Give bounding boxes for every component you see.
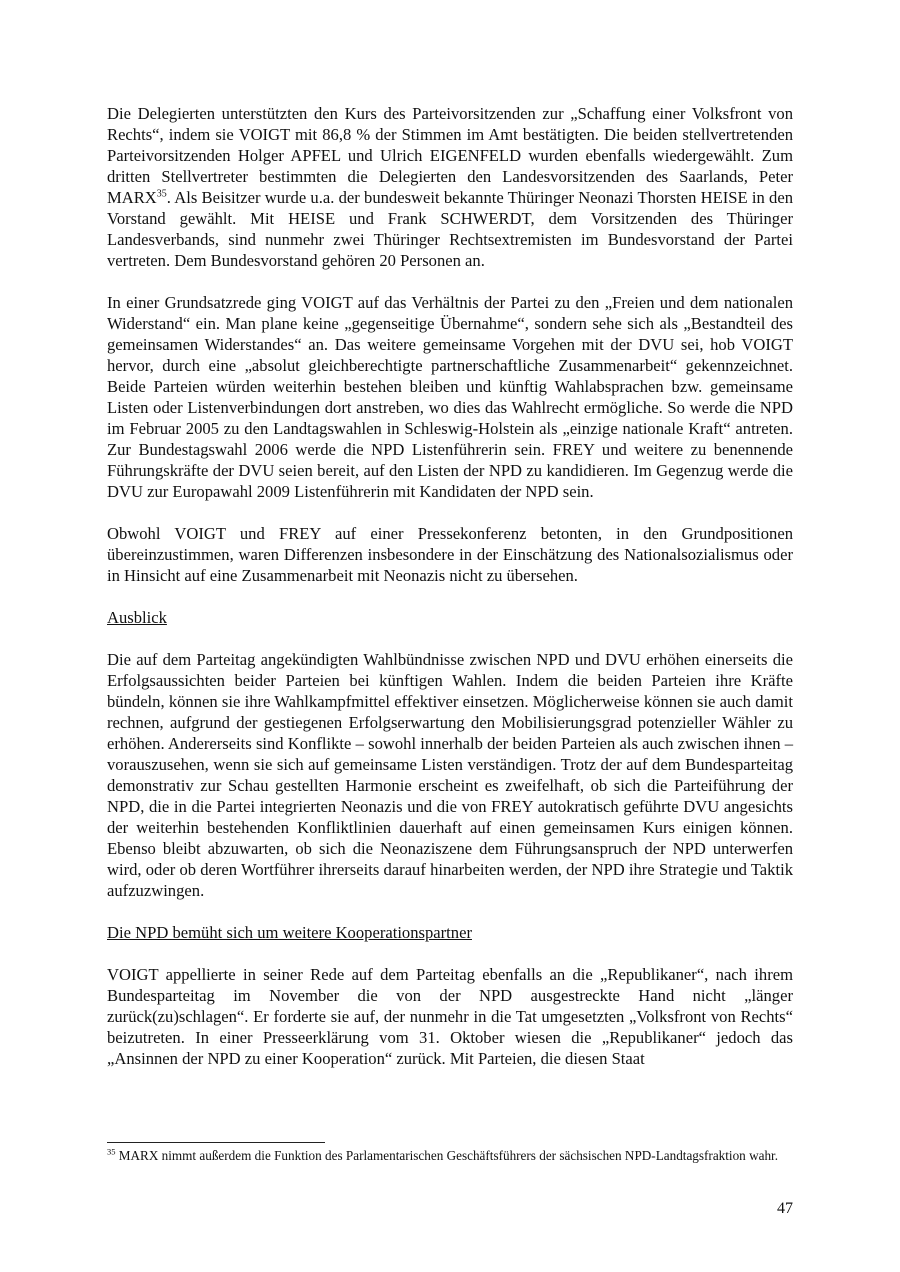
document-body [107,103,793,1090]
paragraph-text: Die Delegierten unterstützten den Kurs des Parteivorsitzenden zur „Schaffung einer Volksfront von Rechts“, indem sie VOIGT mit 86,8 % der Stimmen im Amt bestätigten. Die beiden stellvertretenden Parteivorsitzenden Holger APFEL und Ulrich EIGENFELD wurden ebenfalls wiedergewählt. Zum dritten Stellvertreter bestimmten die Delegierten den Landesvorsitzenden des Saarlands, Peter MARX [107,104,793,207]
page-number: 47 [777,1200,793,1217]
paragraph-keynote: In einer Grundsatzrede ging VOIGT auf das Verhältnis der Partei zu den „Freien und dem nationalen Widerstand“ ein. Man plane keine „gegenseitige Übernahme“, sondern sehe sich als „Bestandteil des gemeinsamen Widerstandes“ an. Das weitere gemeinsame Vorgehen mit der DVU sei, hob VOIGT hervor, durch eine „absolut gleichberechtigte partnerschaftliche Zusammenarbeit“ gekennzeichnet. Beide Parteien würden weiterhin bestehen bleiben und künftig Wahlabsprachen bzw. gemeinsame Listen oder Listenverbindungen dort anstreben, wo dies das Wahlrecht ermögliche. So werde die NPD im Februar 2005 zu den Landtagswahlen in Schleswig-Holstein als „einzige nationale Kraft“ antreten. Zur Bundestagswahl 2006 werde die NPD Listenführerin sein. FREY und weitere zu benennende Führungskräfte der DVU seien bereit, auf den Listen der NPD zu kandidieren. Im Gegenzug werde die DVU zur Europawahl 2009 Listenführerin mit Kandidaten der NPD sein. [107,293,793,501]
paragraph-text: . Als Beisitzer wurde u.a. der bundesweit bekannte Thüringer Neonazi Thorsten HEISE in den Vorstand gewählt. Mit HEISE und Frank SCHWERDT, dem Vorsitzenden des Thüringer Landesverbands, sind nunmehr zwei Thüringer Rechtsextremisten im Bundesvorstand der Partei vertreten. Dem Bundesvorstand gehören 20 Personen an. [107,188,793,270]
paragraph-delegates [107,103,793,271]
paragraph-republikaner: VOIGT appellierte in seiner Rede auf dem Parteitag ebenfalls an die „Republikaner“, nach ihrem Bundesparteitag im November die von der NPD ausgestreckte Hand nicht „länger zurück(zu)schlagen“. Er forderte sie auf, der nunmehr in die Tat umgesetzten „Volksfront von Rechts“ beizutreten. In einer Presseerklärung vom 31. Oktober wiesen die „Republikaner“ jedoch das „Ansinnen der NPD zu einer Kooperation“ zurück. Mit Parteien, die diesen Staat [107,965,793,1068]
footnote-text: MARX nimmt außerdem die Funktion des Parlamentarischen Geschäftsführers der sächsischen NPD-Landtagsfraktion wahr. [115,1148,779,1163]
paragraph-outlook: Die auf dem Parteitag angekündigten Wahlbündnisse zwischen NPD und DVU erhöhen einerseits die Erfolgsaussichten beider Parteien bei künftigen Wahlen. Indem die beiden Parteien ihre Kräfte bündeln, können sie ihre Wahlkampfmittel effektiver einsetzen. Möglicherweise können sie auch damit rechnen, aufgrund der gestiegenen Erfolgserwartung den Mobilisierungsgrad potenzieller Wähler zu erhöhen. Andererseits sind Konflikte – sowohl innerhalb der beiden Parteien als auch zwischen ihnen – vorauszusehen, wenn sie sich auf gemeinsame Listen verständigen. Trotz der auf dem Bundesparteitag demonstrativ zur Schau gestellten Harmonie erscheint es zweifelhaft, ob sich die Parteiführung der NPD, die in die Partei integrierten Neonazis und die von FREY autokratisch geführte DVU angesichts der weiterhin bestehenden Konfliktlinien dauerhaft auf einen gemeinsamen Kurs einigen können. Ebenso bleibt abzuwarten, ob sich die Neonaziszene dem Führungsanspruch der NPD unterwerfen wird, oder ob deren Wortführer ihrerseits darauf hinarbeiten werden, der NPD ihre Strategie und Taktik aufzuzwingen. [107,650,793,900]
footnote-divider [107,1142,325,1143]
footnote [107,1147,793,1164]
footnote-number: 35 [107,1146,116,1157]
section-heading-cooperation: Die NPD bemüht sich um weitere Kooperationspartner [107,923,472,942]
footnote-reference[interactable]: 35 [156,188,167,200]
section-heading-ausblick: Ausblick [107,608,167,627]
paragraph-differences: Obwohl VOIGT und FREY auf einer Pressekonferenz betonten, in den Grundpositionen übereinzustimmen, waren Differenzen insbesondere in der Einschätzung des Nationalsozialismus oder in Hinsicht auf eine Zusammenarbeit mit Neonazis nicht zu übersehen. [107,524,793,585]
